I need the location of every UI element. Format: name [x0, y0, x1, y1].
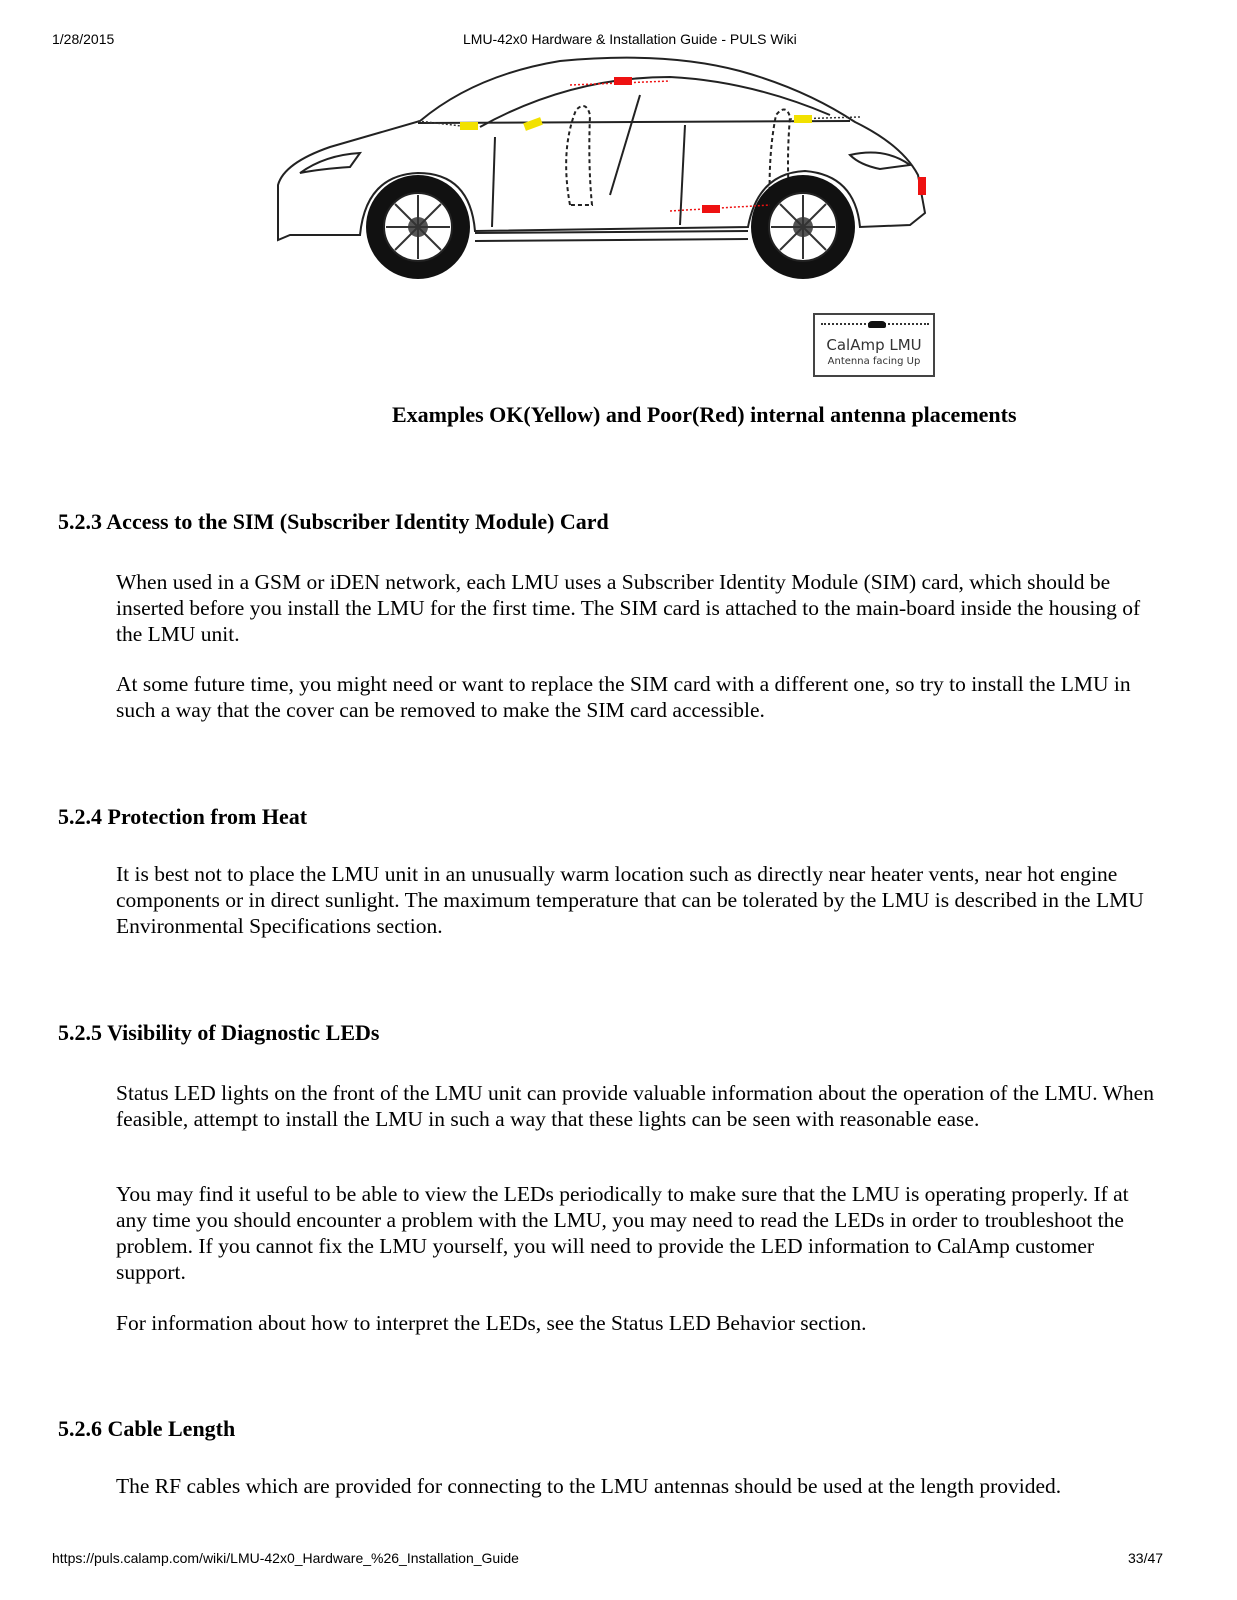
antenna-ok-marker	[523, 117, 543, 131]
front-wheel	[366, 175, 470, 279]
legend-title: CalAmp LMU	[826, 336, 922, 354]
paragraph: At some future time, you might need or want to replace the SIM card with a different one, so try to install the LMU in such a way that the cover can be removed to make the SIM card accessible.	[116, 672, 1131, 722]
paragraph: For information about how to interpret the LEDs, see the Status LED Behavior section.	[116, 1311, 867, 1335]
car-taillight	[850, 153, 910, 169]
section-heading-sim-card: 5.2.3 Access to the SIM (Subscriber Identity Module) Card	[58, 509, 609, 534]
car-window-line	[418, 121, 850, 123]
page-number: 33/47	[1128, 1550, 1164, 1566]
section-heading-cable-length: 5.2.6 Cable Length	[58, 1416, 236, 1441]
paragraph: Status LED lights on the front of the LMU unit can provide valuable information about the operation of the LMU. When feasible, attempt to install the LMU in such a way that these lights can be seen with reasonable ease.	[116, 1081, 1154, 1131]
antenna-poor-marker	[918, 177, 926, 195]
rear-wheel	[751, 175, 855, 279]
legend-subtitle: Antenna facing Up	[827, 356, 921, 367]
paragraph: The RF cables which are provided for connecting to the LMU antennas should be used at the length provided.	[116, 1474, 1062, 1498]
paragraph: It is best not to place the LMU unit in an unusually warm location such as directly near heater vents, near hot engine components or in direct sunlight. The maximum temperature that can be tolerated by the LMU is described in the LMU Environmental Specifications section.	[116, 862, 1144, 938]
antenna-puck-icon	[868, 321, 886, 328]
antenna-ok-marker	[460, 122, 478, 130]
paragraph: When used in a GSM or iDEN network, each LMU uses a Subscriber Identity Module (SIM) card, which should be inserted before you install the LMU for the first time. The SIM card is attached to the main-board inside the housing of the LMU unit.	[116, 570, 1141, 646]
page-url: https://puls.calamp.com/wiki/LMU-42x0_Hardware_%26_Installation_Guide	[52, 1550, 519, 1566]
page-header-title: LMU-42x0 Hardware & Installation Guide - PULS Wiki	[463, 31, 797, 47]
car-seat	[566, 106, 592, 205]
car-roof-line	[480, 77, 830, 127]
car-steering	[610, 95, 640, 195]
antenna-ok-marker	[794, 115, 812, 123]
car-antenna-placement-diagram	[270, 55, 940, 287]
antenna-legend-box	[813, 313, 935, 377]
car-sill	[475, 231, 748, 241]
print-date: 1/28/2015	[52, 31, 115, 47]
antenna-poor-marker	[614, 77, 632, 85]
car-door-front	[492, 137, 495, 227]
figure-caption: Examples OK(Yellow) and Poor(Red) internal antenna placements	[392, 402, 1017, 427]
section-heading-heat: 5.2.4 Protection from Heat	[58, 804, 308, 829]
section-heading-leds: 5.2.5 Visibility of Diagnostic LEDs	[58, 1020, 380, 1045]
antenna-poor-marker	[702, 205, 720, 213]
paragraph: You may find it useful to be able to view the LEDs periodically to make sure that the LMU is operating properly. If at any time you should encounter a problem with the LMU, you may need to read the LEDs in order to troubleshoot the problem. If you cannot fix the LMU yourself, you will need to provide the LED information to CalAmp customer support.	[116, 1182, 1129, 1284]
